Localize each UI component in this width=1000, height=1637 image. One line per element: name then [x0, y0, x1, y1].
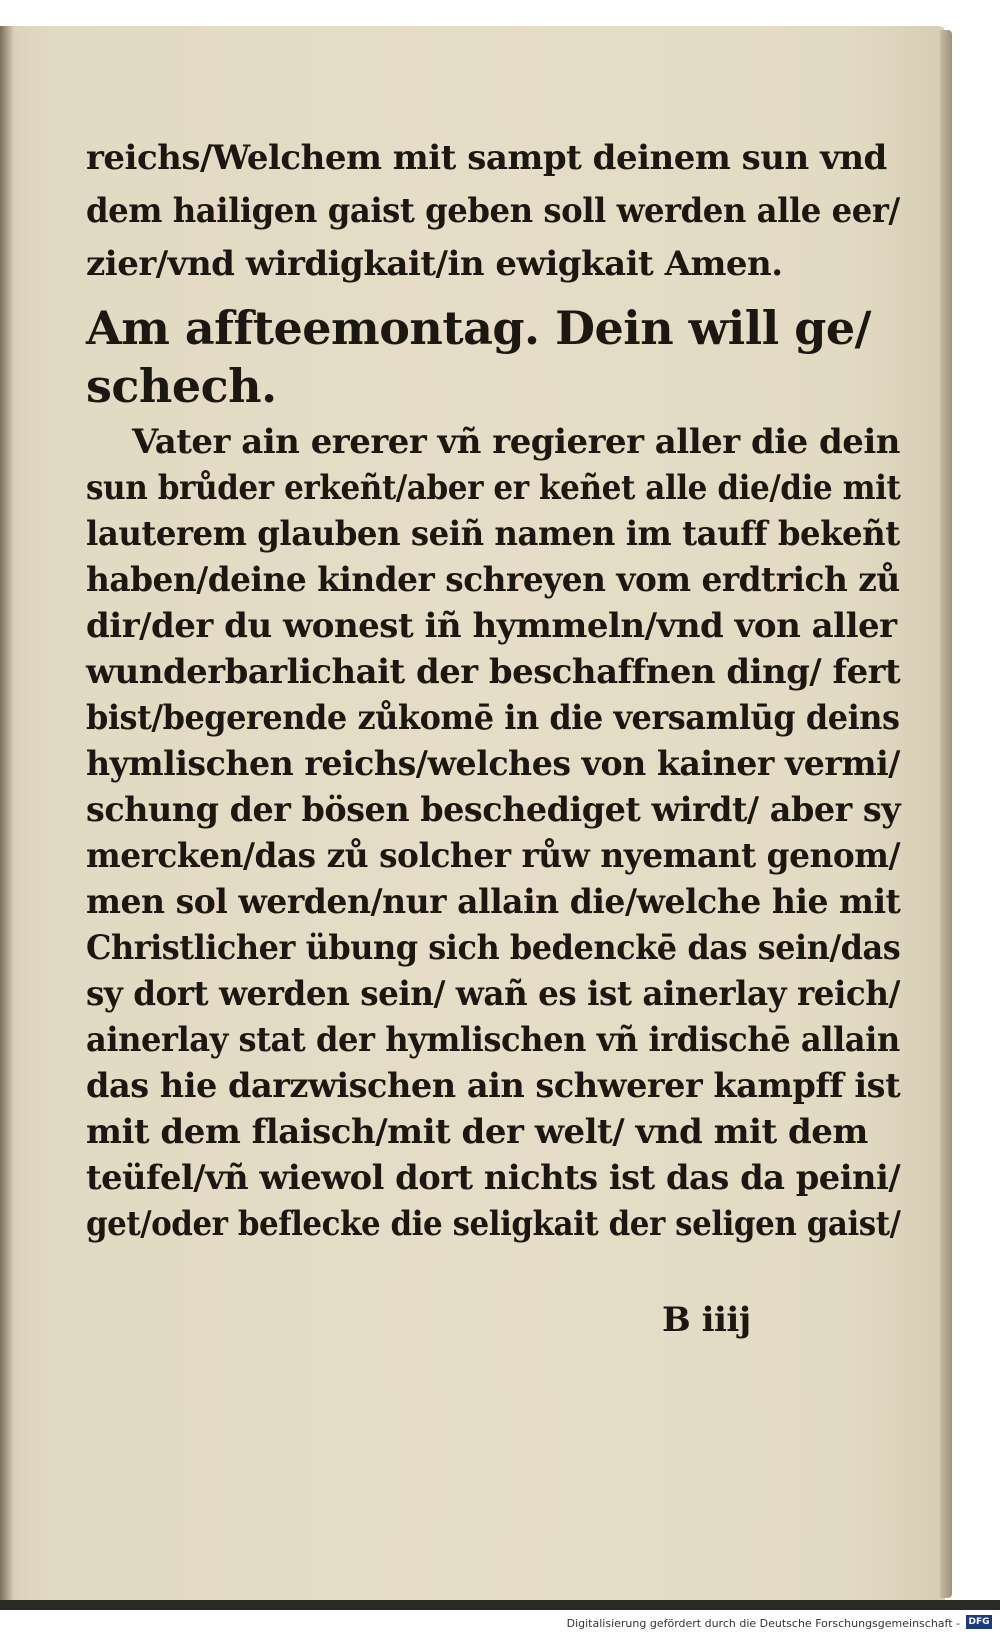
- body-line-9: schung der bösen beschediget wirdt/ aber sy: [86, 790, 901, 830]
- opening-line-1: reichs/Welchem mit sampt deinem sun vnd: [86, 138, 887, 178]
- body-line-1: Vater ain ererer vñ regierer aller die dein: [132, 422, 901, 462]
- body-line-5: dir/der du wonest iñ hymmeln/vnd von aller: [86, 606, 897, 646]
- body-line-6: wunderbarlichait der beschaffnen ding/ fert: [86, 652, 901, 692]
- body-line-10: mercken/das zů solcher růw nyemant genom/: [86, 836, 901, 876]
- spine-shadow: [0, 26, 14, 1600]
- body-line-13: sy dort werden sein/ wañ es ist ainerlay reich/: [86, 974, 900, 1014]
- body-line-7: bist/begerende zůkomē in die versamlūg deins: [86, 698, 900, 738]
- opening-line-3: zier/vnd wirdigkait/in ewigkait Amen.: [86, 244, 783, 284]
- body-line-12: Christlicher übung sich bedenckē das sein/das: [86, 928, 901, 968]
- funding-notice: Digitalisierung gefördert durch die Deutsche Forschungsgemeinschaft -: [566, 1617, 960, 1630]
- scanner-edge: [0, 1600, 1000, 1610]
- body-line-14: ainerlay stat der hymlischen vñ irdischē allain: [86, 1020, 900, 1060]
- signature-mark: B iiij: [662, 1300, 751, 1340]
- opening-line-2: dem hailigen gaist geben soll werden alle eer/: [86, 191, 900, 231]
- body-line-17: teüfel/vñ wiewol dort nichts ist das da peini/: [86, 1158, 901, 1198]
- body-line-4: haben/deine kinder schreyen vom erdtrich zů: [86, 560, 900, 600]
- body-line-8: hymlischen reichs/welches von kainer vermi/: [86, 744, 900, 784]
- page-edge: [940, 30, 952, 1598]
- body-line-16: mit dem flaisch/mit der welt/ vnd mit dem: [86, 1112, 868, 1152]
- body-line-18: get/oder beflecke die seligkait der seligen gaist/: [86, 1204, 901, 1244]
- dfg-logo-icon: DFG: [966, 1615, 992, 1629]
- body-line-15: das hie darzwischen ain schwerer kampff ist: [86, 1066, 901, 1106]
- body-line-11: men sol werden/nur allain die/welche hie mit: [86, 882, 901, 922]
- body-line-3: lauterem glauben seiñ namen im tauff bekeñt: [86, 514, 900, 554]
- section-heading-line-1: Am affteemontag. Dein will ge/: [86, 301, 871, 355]
- body-line-2: sun brůder erkeñt/aber er keñet alle die/die mit: [86, 468, 901, 508]
- section-heading-line-2: schech.: [86, 359, 277, 413]
